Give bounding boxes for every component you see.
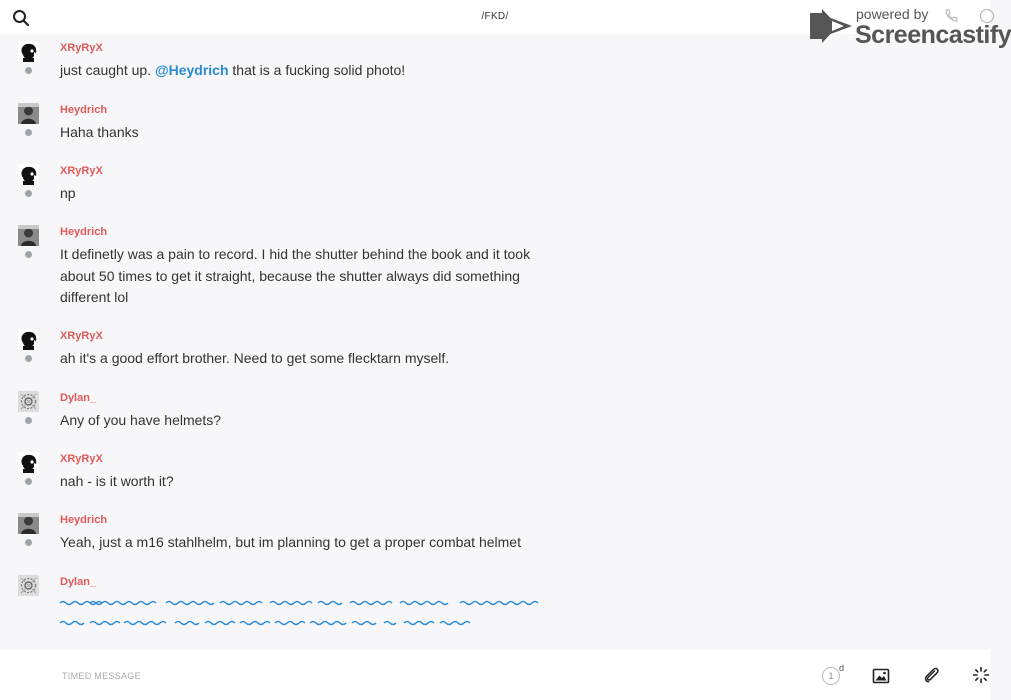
avatar[interactable] — [18, 329, 39, 350]
avatar[interactable] — [18, 103, 39, 124]
message-text: np — [60, 185, 76, 201]
message-author[interactable]: Heydrich — [60, 514, 108, 526]
channel-title: /FKD/ — [481, 11, 509, 22]
timer-unit: d — [839, 663, 845, 673]
message-text-start: just caught up. — [60, 62, 152, 78]
message-text-end: that is a fucking solid photo! — [232, 62, 406, 78]
image-icon[interactable] — [872, 667, 890, 685]
message-text: Any of you have helmets? — [60, 412, 222, 428]
status-dot — [25, 355, 32, 362]
message-input[interactable] — [60, 664, 764, 688]
message-author[interactable]: XRyRyX — [60, 330, 103, 342]
avatar[interactable] — [18, 391, 39, 412]
avatar[interactable] — [18, 452, 39, 473]
message-author[interactable]: Heydrich — [60, 226, 108, 238]
status-dot — [25, 417, 32, 424]
timer-value: 1 — [822, 667, 840, 685]
status-dot — [25, 478, 32, 485]
status-dot — [25, 190, 32, 197]
status-dot — [25, 539, 32, 546]
message-text: It definetly was a pain to record. I hid the shutter behind the book and it took about 50 times to get it straight, because the shutter always did something different lol — [60, 246, 531, 305]
message-text: nah - is it worth it? — [60, 473, 174, 489]
message-author[interactable]: Dylan_ — [60, 392, 97, 404]
message-author[interactable]: XRyRyX — [60, 165, 103, 177]
avatar[interactable] — [18, 164, 39, 185]
status-dot — [25, 251, 32, 258]
avatar[interactable] — [18, 225, 39, 246]
scrambled-message-text — [60, 589, 550, 625]
message-author[interactable]: Dylan_ — [60, 576, 97, 588]
message-text — [60, 60, 560, 82]
status-dot — [25, 67, 32, 74]
message-author[interactable]: XRyRyX — [60, 42, 103, 54]
watermark-brand-text: Screencastify — [855, 21, 1011, 49]
status-dot — [25, 129, 32, 136]
message-text: Haha thanks — [60, 124, 139, 140]
avatar[interactable] — [18, 41, 39, 62]
sparkle-icon[interactable] — [972, 666, 990, 684]
timer-button[interactable] — [822, 665, 852, 689]
avatar[interactable] — [18, 513, 39, 534]
message-author[interactable]: XRyRyX — [60, 453, 103, 465]
message-composer — [0, 650, 990, 700]
watermark-powered-text: powered by — [856, 6, 929, 22]
paperclip-icon[interactable] — [922, 666, 940, 684]
mention-link[interactable]: @Heydrich — [154, 62, 229, 78]
avatar[interactable] — [18, 575, 39, 596]
message-text: Yeah, just a m16 stahlhelm, but im planning to get a proper combat helmet — [60, 534, 521, 550]
message-text: ah it's a good effort brother. Need to get some flecktarn myself. — [60, 350, 450, 366]
message-list — [0, 34, 990, 650]
message-author[interactable]: Heydrich — [60, 104, 108, 116]
